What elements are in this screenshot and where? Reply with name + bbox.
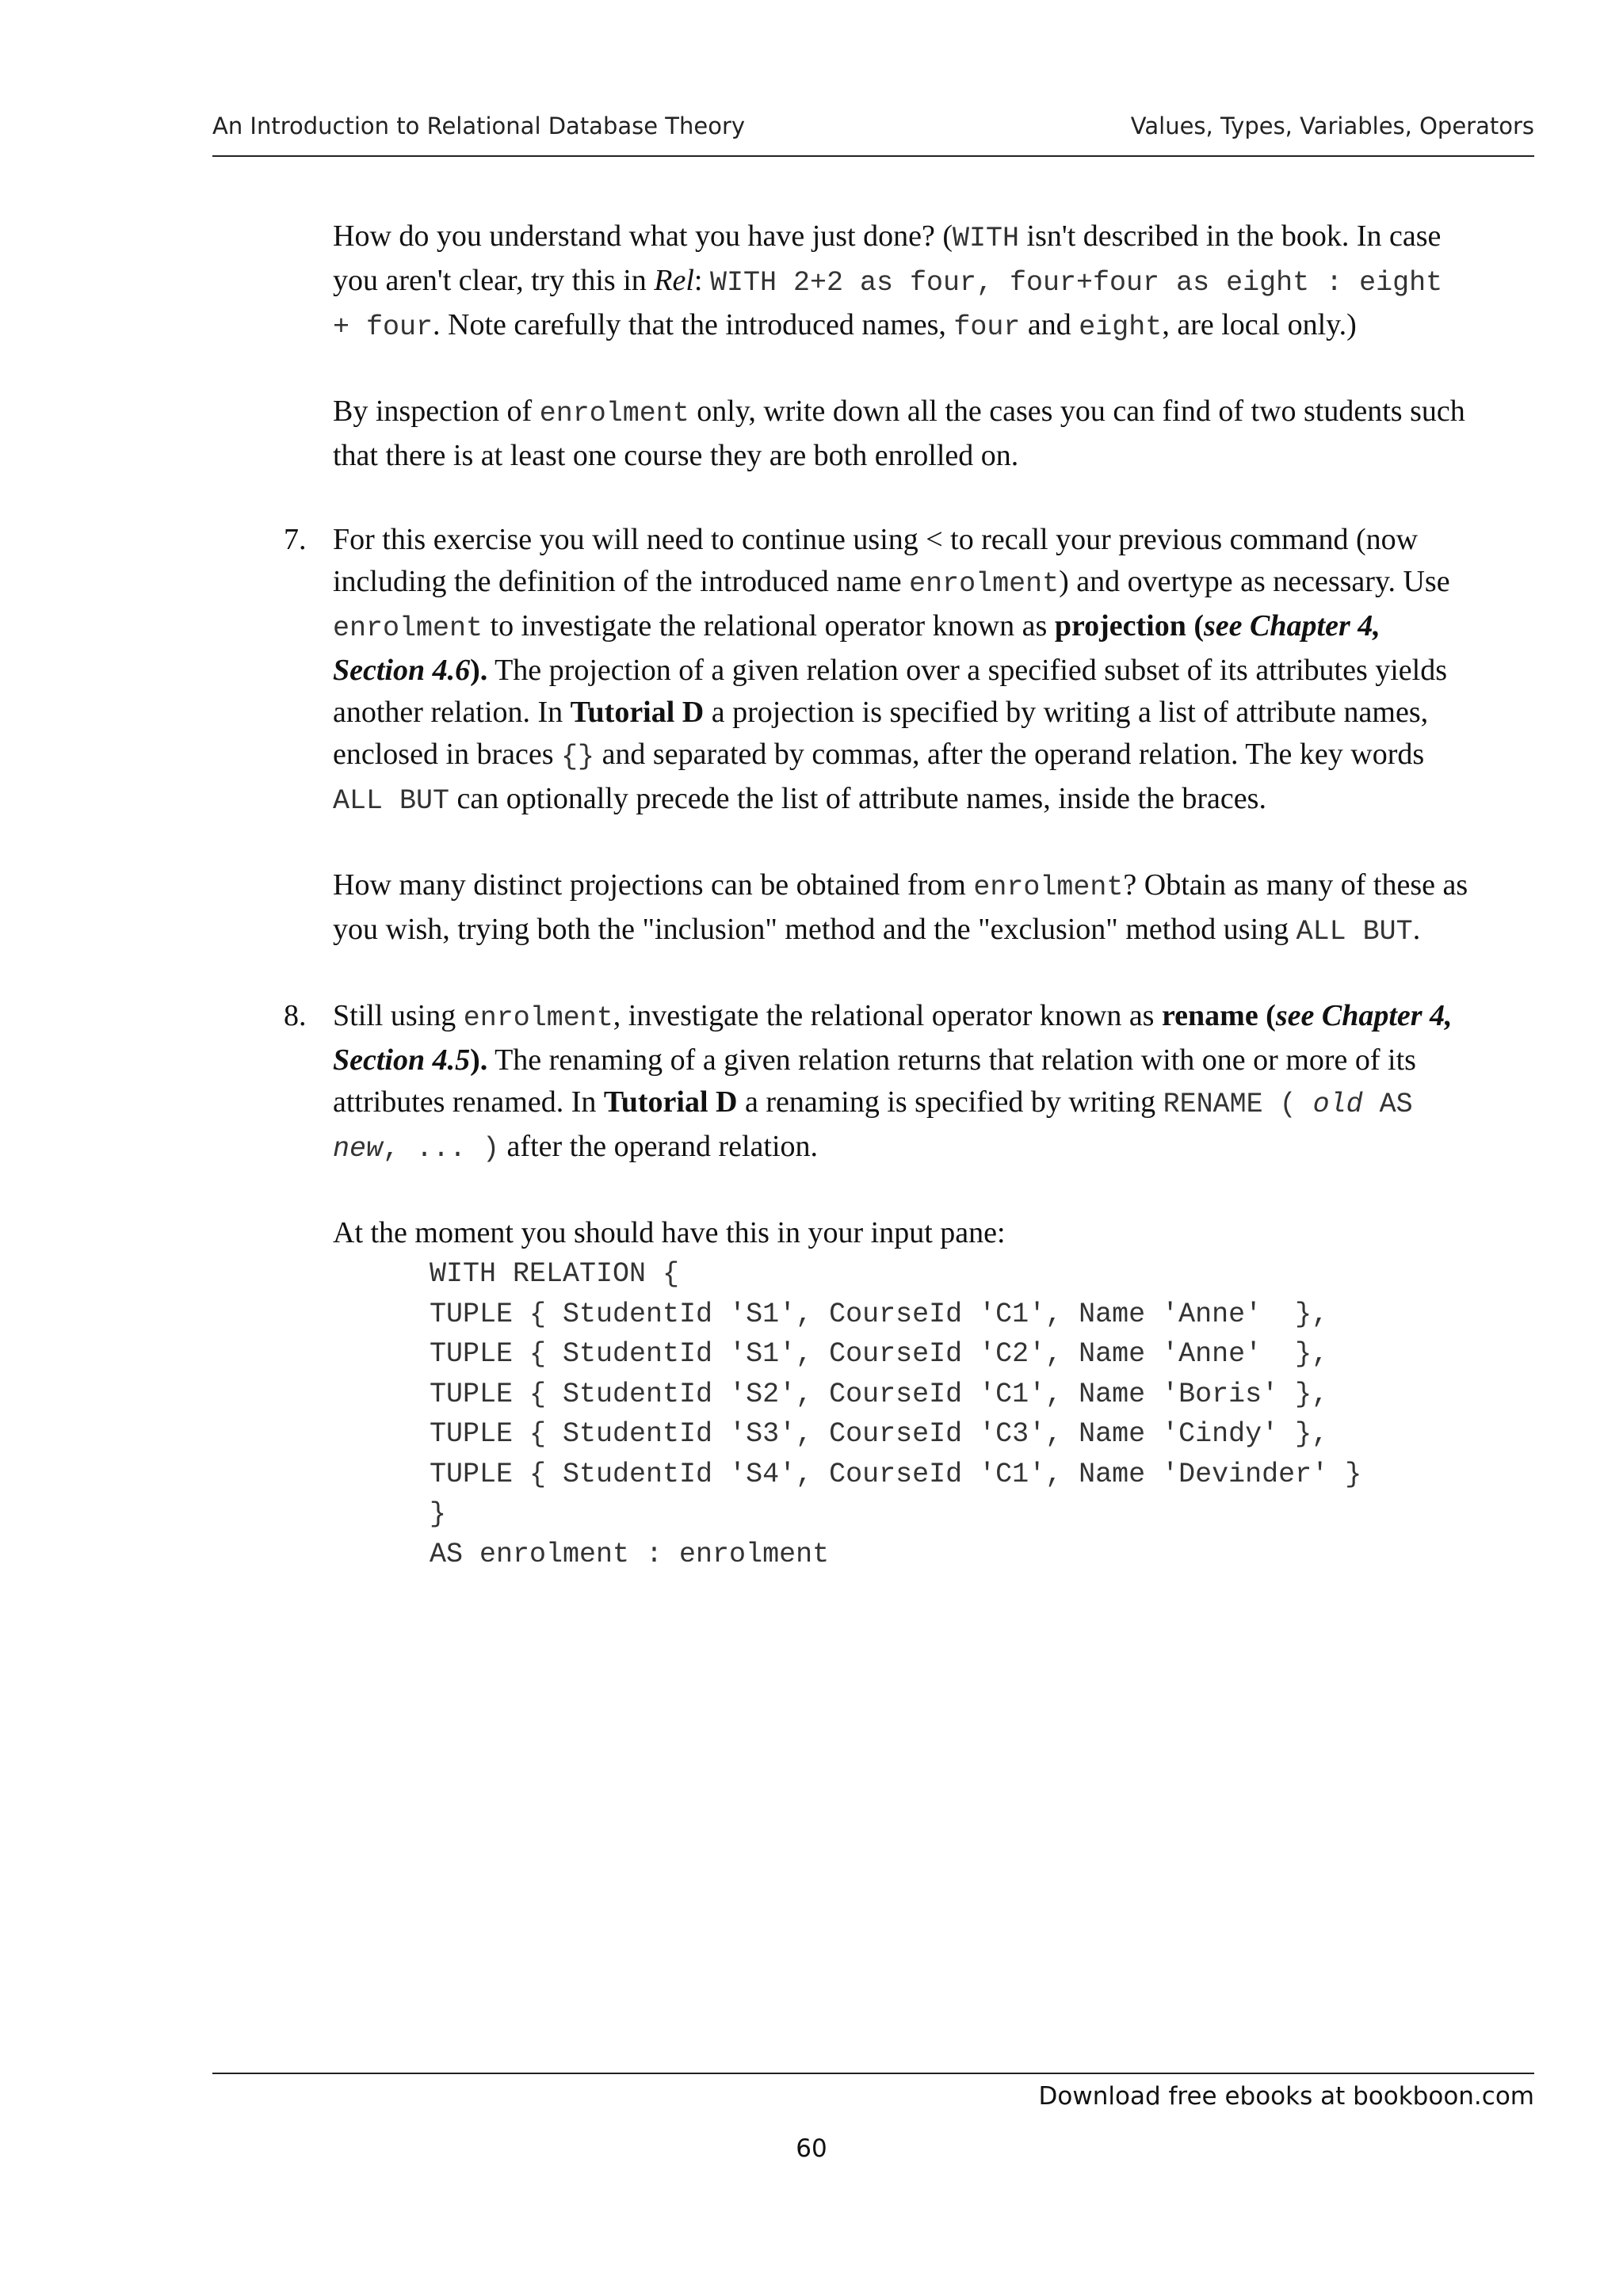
bold-text: ). xyxy=(470,654,488,687)
text: to investigate the relational operator known as xyxy=(483,609,1055,643)
paragraph-inspection xyxy=(333,391,1474,477)
code-inline: enrolment xyxy=(909,568,1060,600)
text: can optionally precede the list of attribute names, inside the braces. xyxy=(449,782,1266,815)
text: , are local only.) xyxy=(1162,308,1357,341)
code-italic: new xyxy=(333,1133,384,1165)
item-7-paragraph-2 xyxy=(333,864,1474,953)
header-chapter-title: Values, Types, Variables, Operators xyxy=(1130,113,1534,139)
text: a projection is specified by writing a list of attribute names, enclosed in braces xyxy=(333,696,1429,771)
text: For this exercise you will need to continue using < to recall your previous command (now including the definition of the introduced name xyxy=(333,523,1419,598)
code-block xyxy=(430,1254,1474,1574)
text: , investigate the relational operator known as xyxy=(613,999,1162,1032)
item-8-paragraph xyxy=(333,995,1474,1170)
page-header xyxy=(212,108,1534,157)
code-line: TUPLE { StudentId 'S1', CourseId 'C2', Name 'Anne' }, xyxy=(430,1338,1329,1370)
code-inline: ALL BUT xyxy=(333,785,450,817)
code-inline: four xyxy=(953,311,1021,343)
code-inline: ALL BUT xyxy=(1296,916,1413,948)
text: How do you understand what you have just done? ( xyxy=(333,219,953,253)
text: Still using xyxy=(333,999,464,1032)
code-inline: enrolment xyxy=(539,398,689,429)
code-inline: enrolment xyxy=(973,871,1124,903)
item-7-paragraph xyxy=(333,519,1474,822)
text: . xyxy=(1412,913,1421,946)
exercise-item-7 xyxy=(284,519,1474,953)
text: only, write down all the cases you can find of two students such that there is at least one course they are both enrolled on. xyxy=(333,395,1465,472)
item-number: 7. xyxy=(284,523,307,556)
paragraph-with-explanation xyxy=(333,215,1474,349)
code-inline: enrolment xyxy=(333,612,483,644)
bold-text: ). xyxy=(470,1043,488,1077)
text: ) and overtype as necessary. Use xyxy=(1059,565,1450,598)
code-line: TUPLE { StudentId 'S4', CourseId 'C1', Name 'Devinder' } xyxy=(430,1458,1362,1490)
chapter-reference: see Chapter 4, Section 4.5 xyxy=(333,999,1453,1077)
code-line: TUPLE { StudentId 'S1', CourseId 'C1', Name 'Anne' }, xyxy=(430,1298,1329,1330)
code-inline: WITH xyxy=(953,223,1020,254)
item-8-paragraph-2: At the moment you should have this in your input pane: xyxy=(333,1216,1006,1249)
bold-term: Tutorial D xyxy=(603,1085,738,1119)
text: : xyxy=(693,264,710,297)
bold-term: projection ( xyxy=(1054,609,1205,643)
code-line: AS enrolment : enrolment xyxy=(430,1538,830,1570)
text: and xyxy=(1020,308,1079,341)
text: By inspection of xyxy=(333,395,540,428)
code-inline: eight xyxy=(1079,311,1163,343)
code-inline: AS xyxy=(1362,1089,1413,1120)
text: and separated by commas, after the operand relation. The key words xyxy=(594,738,1425,771)
code-inline: {} xyxy=(561,741,595,772)
text: How many distinct projections can be obtained from xyxy=(333,868,974,902)
code-inline: enrolment xyxy=(463,1002,613,1034)
text: . Note carefully that the introduced names, xyxy=(433,308,954,341)
code-line: TUPLE { StudentId 'S3', CourseId 'C3', Name 'Cindy' }, xyxy=(430,1418,1329,1450)
footer-divider xyxy=(212,2073,1534,2074)
page-number: 60 xyxy=(796,2134,827,2163)
code-inline: WITH 2+2 as four, four+four as eight : eight + four xyxy=(333,267,1443,343)
main-content xyxy=(284,215,1474,1574)
text: ? Obtain as many of these as you wish, trying both the "inclusion" method and the "exclusion" method using xyxy=(333,868,1468,946)
exercise-item-8 xyxy=(284,995,1474,1574)
code-italic: old xyxy=(1312,1089,1363,1120)
code-line: } xyxy=(430,1498,447,1530)
code-inline: RENAME ( xyxy=(1163,1089,1313,1120)
code-inline: , ... ) xyxy=(383,1133,500,1165)
footer-download-link[interactable]: Download free ebooks at bookboon.com xyxy=(1038,2082,1534,2111)
text: The renaming of a given relation returns that relation with one or more of its attributes renamed. In xyxy=(333,1043,1416,1119)
bold-term: Tutorial D xyxy=(570,696,705,729)
chapter-reference: see Chapter 4, Section 4.6 xyxy=(333,609,1381,687)
header-book-title: An Introduction to Relational Database Theory xyxy=(212,113,746,139)
text: after the operand relation. xyxy=(499,1130,819,1163)
text: The projection of a given relation over a specified subset of its attributes yields another relation. In xyxy=(333,654,1448,729)
item-number: 8. xyxy=(284,999,307,1032)
text: a renaming is specified by writing xyxy=(737,1085,1163,1119)
code-line: WITH RELATION { xyxy=(430,1258,680,1290)
text: isn't described in the book. In case you aren't clear, try this in xyxy=(333,219,1442,297)
rel-italic: Rel xyxy=(654,264,694,297)
code-line: TUPLE { StudentId 'S2', CourseId 'C1', Name 'Boris' }, xyxy=(430,1378,1329,1410)
bold-term: rename ( xyxy=(1161,999,1276,1032)
